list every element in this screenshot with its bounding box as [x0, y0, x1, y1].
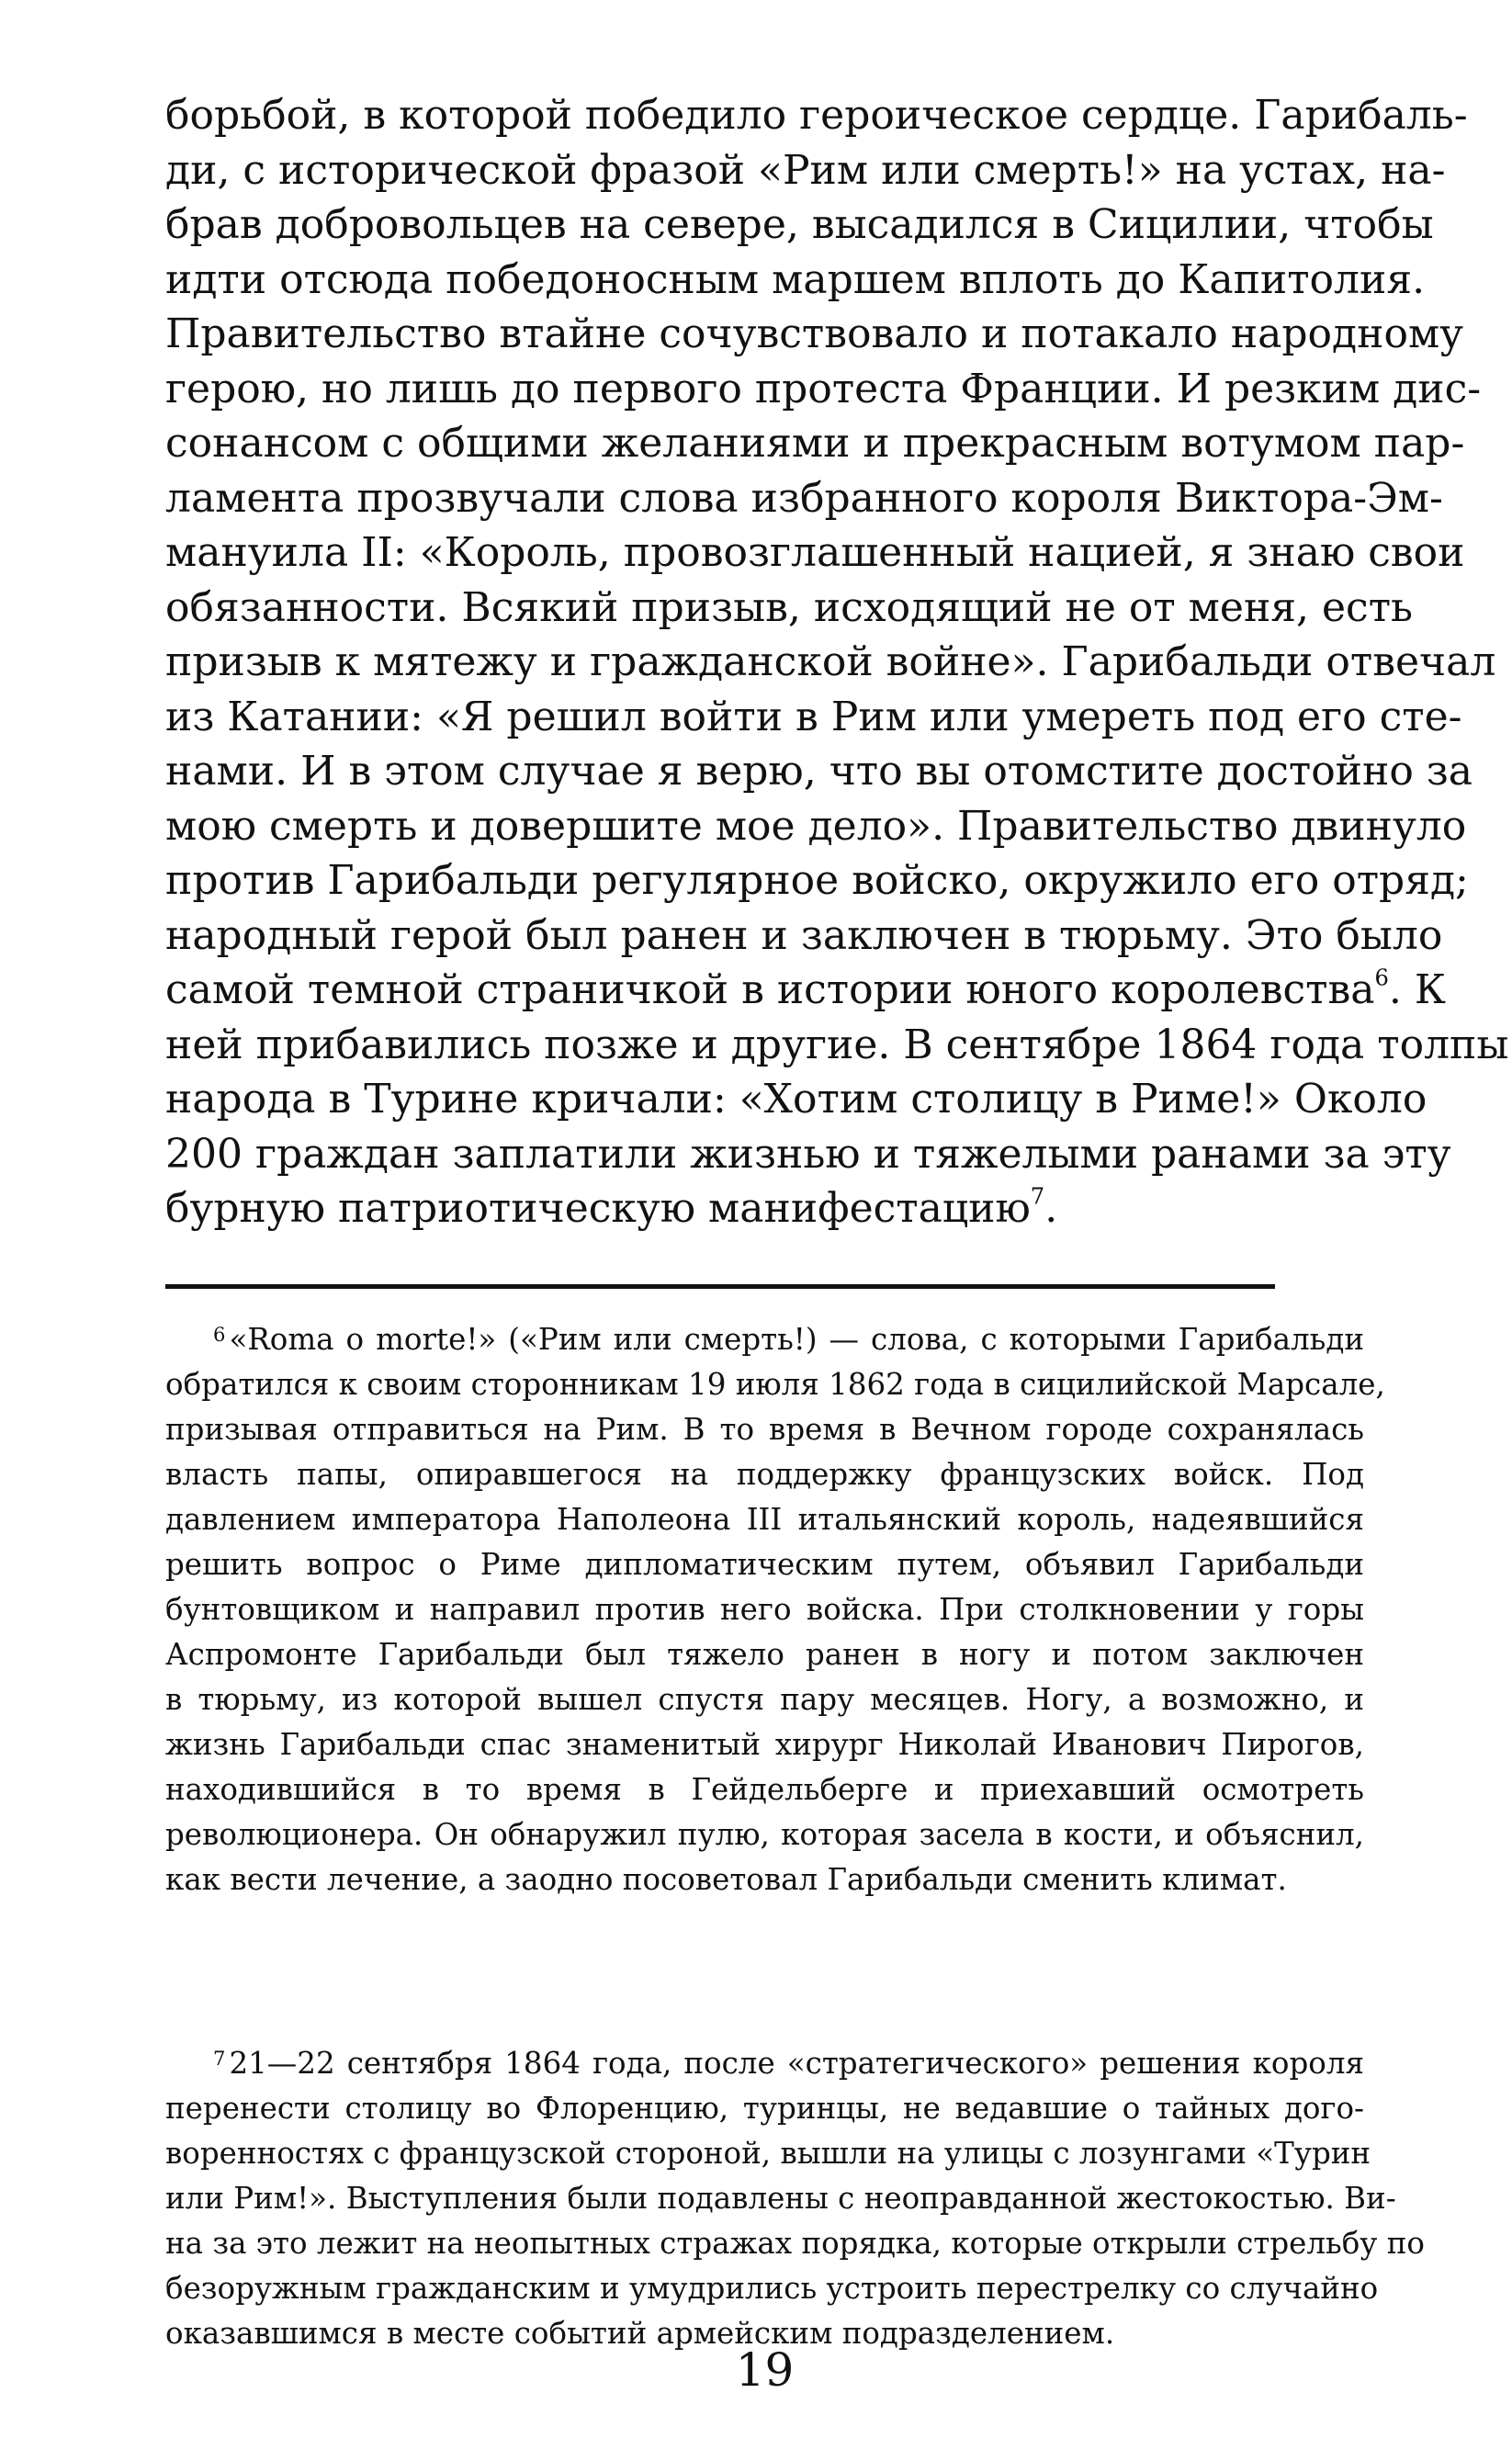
main-text-line: герою, но лишь до первого протеста Франции. И резким дис- [165, 365, 1482, 412]
main-text-line-body: бурную патриотическую манифестацию [165, 1185, 1031, 1232]
footnote-line: на за это лежит на неопытных стражах порядка, которые открыли стрельбу по [165, 2226, 1425, 2261]
footnote-line: или Рим!». Выступления были подавлены с неоправданной жестокостью. Ви- [165, 2181, 1396, 2216]
footnote-line: решить вопрос о Риме дипломатическим путем, объявил Гарибальди [165, 1547, 1364, 1582]
footnote-line-text: «Roma o morte!» («Рим или смерть!) — слова, с которыми Гарибальди [229, 1322, 1364, 1357]
main-text-line: мануила II: «Король, провозглашенный нацией, я знаю свои [165, 529, 1465, 576]
footnote-line: воренностях с французской стороной, вышли на улицы с лозунгами «Турин [165, 2136, 1371, 2171]
main-text-line: 200 граждан заплатили жизнью и тяжелыми ранами за эту [165, 1130, 1451, 1178]
footnote-line: в тюрьму, из которой вышел спустя пару месяцев. Ногу, а возможно, и [165, 1682, 1364, 1717]
main-text-line: сонансом с общими желаниями и прекрасным вотумом пар- [165, 420, 1465, 467]
page-number: 19 [735, 2343, 795, 2397]
footnote-line [165, 2041, 1364, 2086]
footnote-line: революционера. Он обнаружил пулю, которая засела в кости, и объяснил, [165, 1817, 1364, 1852]
main-text-line: борьбой, в которой победило героическое сердце. Гарибаль- [165, 92, 1468, 139]
main-text-line: ней прибавились позже и другие. В сентябре 1864 года толпы [165, 1021, 1509, 1068]
footnote-line: бунтовщиком и направил против него войска. При столкновении у горы [165, 1592, 1364, 1627]
main-text-line: брав добровольцев на севере, высадился в Сицилии, чтобы [165, 201, 1434, 248]
footnote-line: обратился к своим сторонникам 19 июля 1862 года в сицилийской Марсале, [165, 1367, 1385, 1402]
footnote-6 [165, 1317, 1385, 1902]
main-text [165, 88, 1509, 1236]
main-text-line: народный герой был ранен и заключен в тюрьму. Это было [165, 911, 1443, 959]
main-text-line-body: самой темной страничкой в истории юного королевства [165, 966, 1375, 1013]
main-text-line: из Катании: «Я решил войти в Рим или умереть под его сте- [165, 693, 1462, 740]
main-text-line: Правительство втайне сочувствовало и потакало народному [165, 310, 1464, 357]
footnote-line: власть папы, опиравшегося на поддержку французских войск. Под [165, 1457, 1364, 1492]
footnote-mark: 7 [213, 2046, 226, 2070]
main-text-line-tail: . К [1388, 966, 1446, 1013]
book-page [165, 88, 1509, 2397]
footnote-line [165, 1317, 1364, 1362]
footnote-line: находившийся в то время в Гейдельберге и приехавший осмотреть [165, 1772, 1364, 1807]
footnote-line: перенести столицу во Флоренцию, туринцы, не ведавшие о тайных дого- [165, 2091, 1364, 2126]
main-text-line: обязанности. Всякий призыв, исходящий не от меня, есть [165, 583, 1413, 631]
main-text-line: мою смерть и довершите мое дело». Правительство двинуло [165, 802, 1467, 850]
footnote-ref-6[interactable]: 6 [1374, 965, 1389, 991]
main-text-line: народа в Турине кричали: «Хотим столицу в Риме!» Около [165, 1076, 1427, 1123]
footnote-line: оказавшимся в месте событий армейским подразделением. [165, 2316, 1115, 2351]
main-text-line: призыв к мятежу и гражданской войне». Гарибальди отвечал [165, 638, 1496, 685]
footnote-line-text: 21—22 сентября 1864 года, после «стратегического» решения короля [229, 2046, 1364, 2081]
footnote-line: Аспромонте Гарибальди был тяжело ранен в ногу и потом заключен [165, 1637, 1364, 1672]
main-text-line [165, 1181, 1364, 1236]
footnote-ref-7[interactable]: 7 [1030, 1183, 1045, 1210]
main-text-line: против Гарибальди регулярное войско, окружило его отряд; [165, 857, 1469, 904]
footnote-7 [165, 2041, 1425, 2356]
footnote-line: призывая отправиться на Рим. В то время в Вечном городе сохранялась [165, 1412, 1364, 1447]
main-text-line: идти отсюда победоносным маршем вплоть до Капитолия. [165, 255, 1426, 303]
footnote-line: жизнь Гарибальди спас знаменитый хирург Николай Иванович Пирогов, [165, 1727, 1364, 1762]
footnote-mark: 6 [213, 1322, 226, 1346]
main-text-line: ди, с исторической фразой «Рим или смерть!» на устах, на- [165, 146, 1446, 194]
footnote-separator [165, 1284, 1275, 1289]
footnote-line: безоружным гражданским и умудрились устроить перестрелку со случайно [165, 2271, 1379, 2306]
main-text-line-tail: . [1044, 1185, 1058, 1232]
main-text-line [165, 963, 1446, 1018]
footnotes [165, 1317, 1425, 2351]
main-text-line: нами. И в этом случае я верю, что вы отомстите достойно за [165, 748, 1473, 795]
footnote-line: давлением императора Наполеона III итальянский король, надеявшийся [165, 1502, 1364, 1537]
main-text-line: ламента прозвучали слова избранного короля Виктора-Эм- [165, 474, 1443, 522]
footnote-line: как вести лечение, а заодно посоветовал Гарибальди сменить климат. [165, 1862, 1287, 1897]
